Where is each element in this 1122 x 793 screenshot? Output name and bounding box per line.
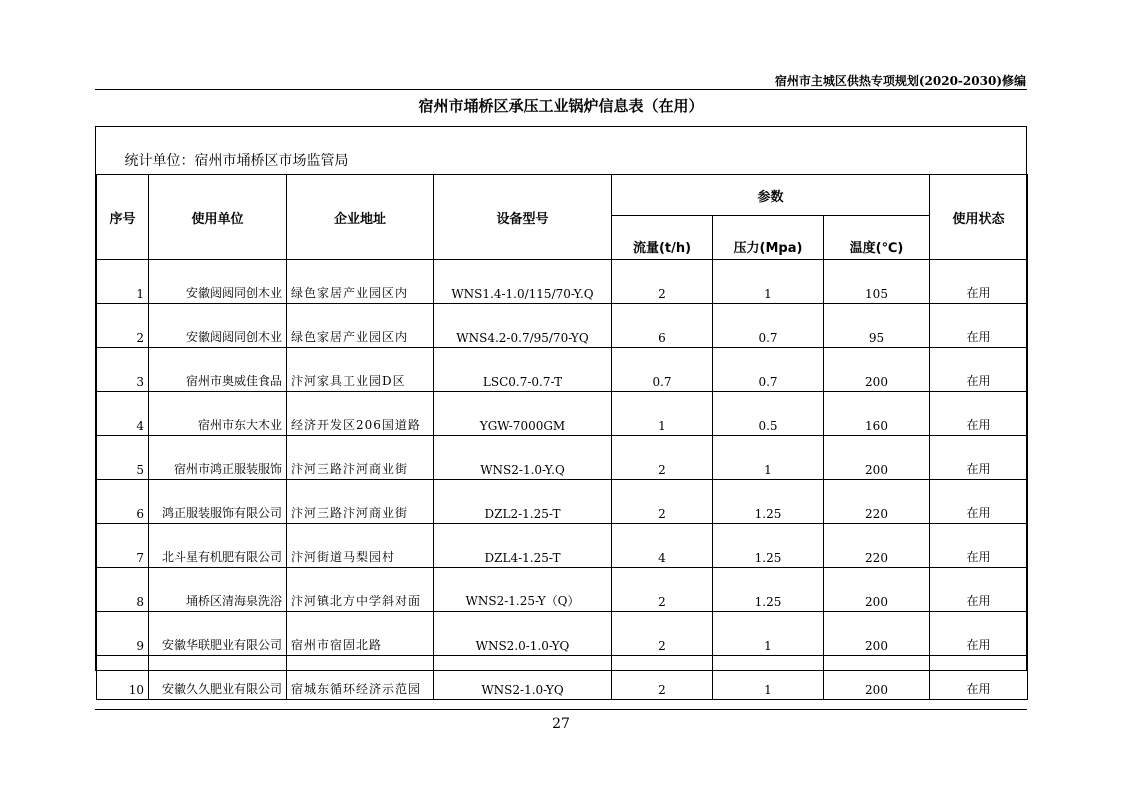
cell-company: 安徽久久肥业有限公司 bbox=[149, 656, 287, 700]
boiler-table-frame bbox=[95, 126, 1027, 697]
header-divider bbox=[95, 89, 1027, 90]
cell-pressure: 0.7 bbox=[713, 348, 824, 392]
cell-pressure: 1.25 bbox=[713, 480, 824, 524]
table-title: 宿州市埇桥区承压工业锅炉信息表（在用） bbox=[418, 97, 704, 115]
column-header-params: 参数 bbox=[612, 175, 930, 216]
cell-flow: 4 bbox=[612, 524, 713, 568]
cell-model: DZL4-1.25-T bbox=[434, 524, 612, 568]
cell-model: WNS2-1.25-Y（Q） bbox=[434, 568, 612, 612]
cell-status: 在用 bbox=[930, 480, 1028, 524]
cell-seq: 3 bbox=[97, 348, 149, 392]
cell-address: 汴河家具工业园D区 bbox=[287, 348, 434, 392]
cell-address: 宿州市宿固北路 bbox=[287, 612, 434, 656]
cell-address: 绿色家居产业园区内 bbox=[287, 260, 434, 304]
statistics-unit: 统计单位：宿州市埇桥区市场监管局 bbox=[97, 127, 1028, 175]
cell-status: 在用 bbox=[930, 392, 1028, 436]
cell-company: 安徽闼闼同创木业 bbox=[149, 260, 287, 304]
table-row bbox=[97, 612, 1028, 656]
cell-flow: 6 bbox=[612, 304, 713, 348]
table-row bbox=[97, 436, 1028, 480]
cell-flow: 2 bbox=[612, 612, 713, 656]
column-header-model: 设备型号 bbox=[434, 175, 612, 260]
cell-address: 汴河三路汴河商业街 bbox=[287, 436, 434, 480]
cell-model: WNS4.2-0.7/95/70-YQ bbox=[434, 304, 612, 348]
cell-address: 汴河三路汴河商业街 bbox=[287, 480, 434, 524]
cell-seq: 1 bbox=[97, 260, 149, 304]
cell-pressure: 1 bbox=[713, 260, 824, 304]
cell-company: 北斗星有机肥有限公司 bbox=[149, 524, 287, 568]
cell-temperature: 200 bbox=[824, 568, 930, 612]
cell-company: 安徽华联肥业有限公司 bbox=[149, 612, 287, 656]
cell-company: 安徽闼闼同创木业 bbox=[149, 304, 287, 348]
cell-company: 宿州市鸿正服装服饰 bbox=[149, 436, 287, 480]
cell-temperature: 95 bbox=[824, 304, 930, 348]
cell-flow: 2 bbox=[612, 260, 713, 304]
cell-temperature: 200 bbox=[824, 612, 930, 656]
cell-temperature: 160 bbox=[824, 392, 930, 436]
cell-status: 在用 bbox=[930, 656, 1028, 700]
cell-address: 汴河街道马梨园村 bbox=[287, 524, 434, 568]
cell-model: WNS1.4-1.0/115/70-Y.Q bbox=[434, 260, 612, 304]
cell-company: 鸿正服装服饰有限公司 bbox=[149, 480, 287, 524]
table-row bbox=[97, 392, 1028, 436]
cell-temperature: 220 bbox=[824, 480, 930, 524]
column-header-status: 使用状态 bbox=[930, 175, 1028, 260]
cell-pressure: 1 bbox=[713, 612, 824, 656]
cell-company: 埇桥区清海泉洗浴 bbox=[149, 568, 287, 612]
cell-status: 在用 bbox=[930, 348, 1028, 392]
cell-address: 宿城东循环经济示范园 bbox=[287, 656, 434, 700]
cell-temperature: 220 bbox=[824, 524, 930, 568]
cell-temperature: 200 bbox=[824, 348, 930, 392]
column-header-seq: 序号 bbox=[97, 175, 149, 260]
table-row bbox=[97, 524, 1028, 568]
cell-flow: 2 bbox=[612, 568, 713, 612]
cell-seq: 6 bbox=[97, 480, 149, 524]
footer-divider bbox=[95, 709, 1027, 710]
cell-status: 在用 bbox=[930, 612, 1028, 656]
cell-status: 在用 bbox=[930, 436, 1028, 480]
cell-temperature: 200 bbox=[824, 656, 930, 700]
cell-model: WNS2-1.0-YQ bbox=[434, 656, 612, 700]
column-header-company: 使用单位 bbox=[149, 175, 287, 260]
cell-flow: 1 bbox=[612, 392, 713, 436]
running-header: 宿州市主城区供热专项规划(2020-2030)修编 bbox=[774, 74, 1026, 88]
cell-address: 汴河镇北方中学斜对面 bbox=[287, 568, 434, 612]
cell-flow: 2 bbox=[612, 436, 713, 480]
cell-company: 宿州市东大木业 bbox=[149, 392, 287, 436]
cell-seq: 7 bbox=[97, 524, 149, 568]
cell-seq: 10 bbox=[97, 656, 149, 700]
cell-temperature: 105 bbox=[824, 260, 930, 304]
cell-model: DZL2-1.25-T bbox=[434, 480, 612, 524]
cell-seq: 5 bbox=[97, 436, 149, 480]
cell-pressure: 0.5 bbox=[713, 392, 824, 436]
cell-company: 宿州市奥威佳食品 bbox=[149, 348, 287, 392]
table-row bbox=[97, 480, 1028, 524]
cell-flow: 0.7 bbox=[612, 348, 713, 392]
cell-pressure: 1 bbox=[713, 656, 824, 700]
table-row bbox=[97, 348, 1028, 392]
cell-pressure: 1.25 bbox=[713, 524, 824, 568]
column-header-flow: 流量(t/h) bbox=[612, 216, 713, 260]
cell-model: WNS2.0-1.0-YQ bbox=[434, 612, 612, 656]
column-header-pressure: 压力(Mpa) bbox=[713, 216, 824, 260]
cell-flow: 2 bbox=[612, 656, 713, 700]
cell-status: 在用 bbox=[930, 260, 1028, 304]
cell-temperature: 200 bbox=[824, 436, 930, 480]
table-row bbox=[97, 260, 1028, 304]
cell-model: WNS2-1.0-Y.Q bbox=[434, 436, 612, 480]
cell-model: YGW-7000GM bbox=[434, 392, 612, 436]
cell-pressure: 1 bbox=[713, 436, 824, 480]
cell-seq: 2 bbox=[97, 304, 149, 348]
cell-address: 经济开发区206国道路 bbox=[287, 392, 434, 436]
boiler-info-table bbox=[96, 127, 1028, 700]
cell-seq: 8 bbox=[97, 568, 149, 612]
cell-pressure: 0.7 bbox=[713, 304, 824, 348]
column-header-temperature: 温度(℃) bbox=[824, 216, 930, 260]
cell-model: LSC0.7-0.7-T bbox=[434, 348, 612, 392]
table-row bbox=[97, 656, 1028, 700]
table-body bbox=[97, 260, 1028, 700]
cell-status: 在用 bbox=[930, 568, 1028, 612]
cell-status: 在用 bbox=[930, 304, 1028, 348]
cell-flow: 2 bbox=[612, 480, 713, 524]
page-number: 27 bbox=[552, 716, 570, 732]
cell-status: 在用 bbox=[930, 524, 1028, 568]
table-row bbox=[97, 568, 1028, 612]
cell-pressure: 1.25 bbox=[713, 568, 824, 612]
table-row bbox=[97, 304, 1028, 348]
column-header-address: 企业地址 bbox=[287, 175, 434, 260]
cell-address: 绿色家居产业园区内 bbox=[287, 304, 434, 348]
cell-seq: 4 bbox=[97, 392, 149, 436]
cell-seq: 9 bbox=[97, 612, 149, 656]
